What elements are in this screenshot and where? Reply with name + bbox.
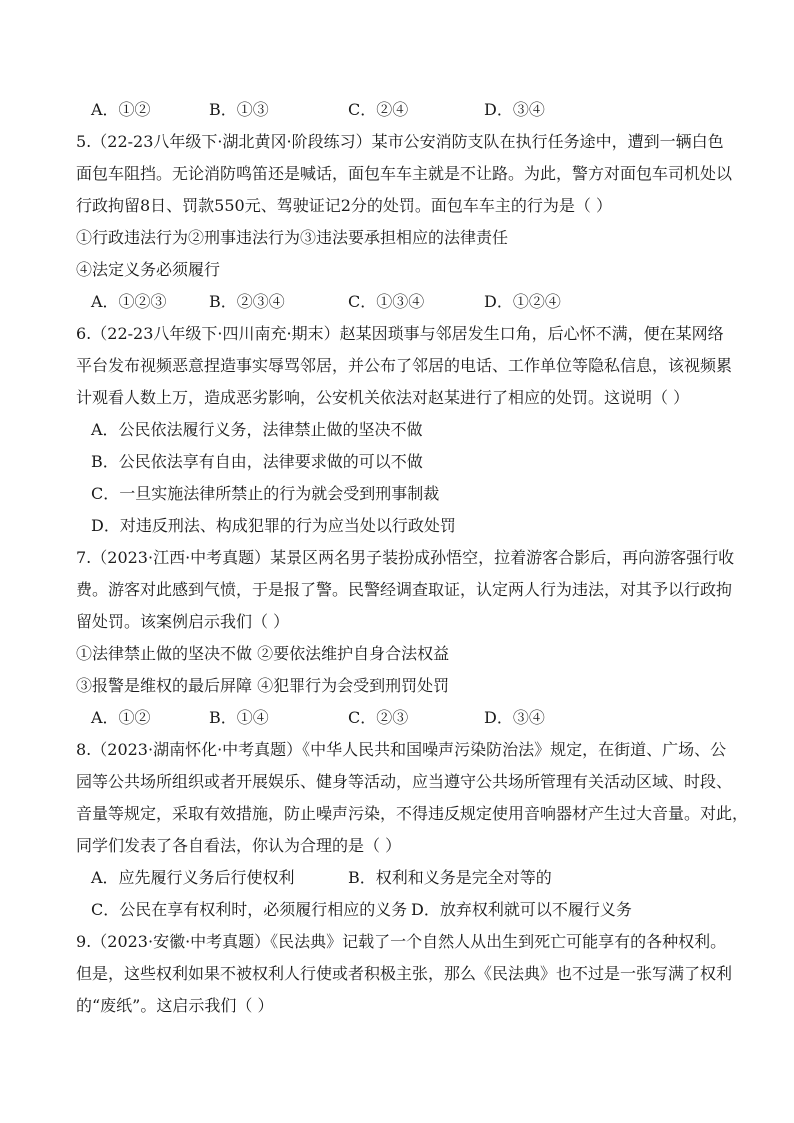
q9-stem-line-1: 9.（2023·安徽·中考真题）《民法典》记载了一个自然人从出生到死亡可能享有的各种权利。 [76,932,727,951]
option-c[interactable]: C．②③ [348,708,409,727]
q5-statement-1: ①行政违法行为②刑事违法行为③违法要承担相应的法律责任 [76,228,509,247]
q7-statement-1: ①法律禁止做的坚决不做 ②要依法维护自身合法权益 [76,644,450,663]
q7-statement-2: ③报警是维权的最后屏障 ④犯罪行为会受到刑罚处罚 [76,676,450,695]
option-a[interactable]: A．应先履行义务后行使权利 [91,868,295,887]
q6-stem-line-1: 6.（22-23八年级下·四川南充·期末）赵某因琐事与邻居发生口角，后心怀不满，便在某网络 [76,324,724,343]
option-a[interactable]: A．①② [91,100,151,119]
option-c[interactable]: C．②④ [348,100,409,119]
q8-stem-line-2: 园等公共场所组织或者开展娱乐、健身等活动，应当遵守公共场所管理有关活动区域、时段、 [76,772,733,791]
q6-stem-line-3: 计观看人数上万，造成恶劣影响，公安机关依法对赵某进行了相应的处罚。这说明（ ） [76,388,690,407]
q8-stem-line-3: 音量等规定，采取有效措施，防止噪声污染，不得违反规定使用音响器材产生过大音量。对此， [76,804,749,823]
q6-option-d[interactable]: D．对违反刑法、构成犯罪的行为应当处以行政处罚 [91,516,456,535]
q6-option-a[interactable]: A．公民依法履行义务，法律禁止做的坚决不做 [91,420,423,439]
option-c[interactable]: C．公民在享有权利时，必须履行相应的义务 [91,900,408,919]
q5-stem-line-3: 行政拘留8日、罚款550元、驾驶证记2分的处罚。面包车车主的行为是（ ） [76,196,612,215]
option-b[interactable]: B．②③④ [209,292,285,311]
option-d[interactable]: D．③④ [484,100,545,119]
q7-stem-line-1: 7.（2023·江西·中考真题）某景区两名男子装扮成孙悟空，拉着游客合影后，再向游客强行收 [76,548,735,567]
option-b[interactable]: B．①③ [209,100,269,119]
q7-stem-line-2: 费。游客对此感到气愤，于是报了警。民警经调查取证，认定两人行为违法，对其予以行政拘 [76,580,733,599]
q6-option-b[interactable]: B．公民依法享有自由，法律要求做的可以不做 [91,452,423,471]
option-d[interactable]: D．①②④ [484,292,561,311]
q8-stem-line-1: 8.（2023·湖南怀化·中考真题）《中华人民共和国噪声污染防治法》规定，在街道、广场、公 [76,740,727,759]
option-b[interactable]: B．权利和义务是完全对等的 [348,868,552,887]
q9-stem-line-3: 的“废纸”。这启示我们（ ） [76,996,274,1015]
option-c[interactable]: C．①③④ [348,292,425,311]
q6-stem-line-2: 平台发布视频恶意捏造事实辱骂邻居，并公布了邻居的电话、工作单位等隐私信息，该视频累 [76,356,733,375]
q6-option-c[interactable]: C．一旦实施法律所禁止的行为就会受到刑事制裁 [91,484,440,503]
option-b[interactable]: B．①④ [209,708,269,727]
option-a[interactable]: A．①② [91,708,151,727]
q8-stem-line-4: 同学们发表了各自看法，你认为合理的是（ ） [76,836,402,855]
q5-stem-line-1: 5.（22-23八年级下·湖北黄冈·阶段练习）某市公安消防支队在执行任务途中，遭到一辆白色 [76,132,724,151]
q5-stem-line-2: 面包车阻挡。无论消防鸣笛还是喊话，面包车车主就是不让路。为此，警方对面包车司机处以 [76,164,733,183]
q7-stem-line-3: 留处罚。该案例启示我们（ ） [76,612,290,631]
q5-statement-2: ④法定义务必须履行 [76,260,221,279]
option-a[interactable]: A．①②③ [91,292,167,311]
option-d[interactable]: D．放弃权利就可以不履行义务 [411,900,632,919]
q9-stem-line-2: 但是，这些权利如果不被权利人行使或者积极主张，那么《民法典》也不过是一张写满了权利 [76,964,733,983]
option-d[interactable]: D．③④ [484,708,545,727]
